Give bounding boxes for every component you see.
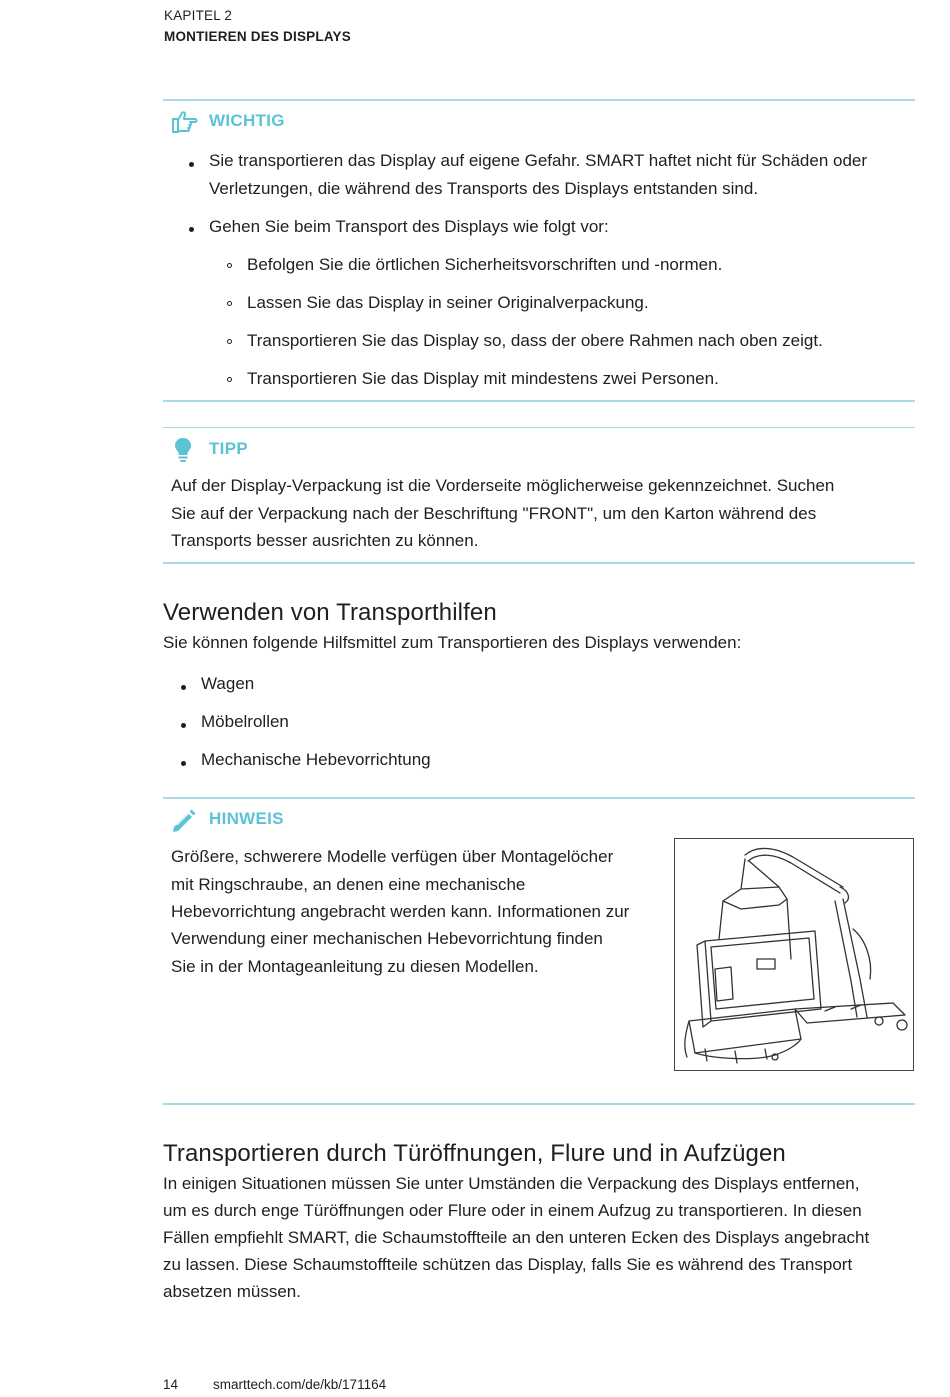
- tip-title: TIPP: [209, 439, 248, 458]
- pencil-icon: [171, 808, 197, 834]
- important-bullet-1-line-1: Sie transportieren das Display auf eigene Gefahr. SMART haftet nicht für Schäden oder: [209, 151, 868, 170]
- bullet: [181, 761, 186, 766]
- tip-text-line: Sie auf der Verpackung nach der Beschriftung "FRONT", um den Karton während des: [171, 504, 817, 523]
- tip-top-rule: [163, 427, 915, 428]
- important-sub-item: Transportieren Sie das Display so, dass der obere Rahmen nach oben zeigt.: [247, 331, 823, 350]
- tip-bottom-rule: [163, 562, 915, 564]
- section-heading: Verwenden von Transporthilfen: [163, 599, 497, 626]
- sub-bullet: [227, 263, 232, 268]
- note-text-line: Hebevorrichtung angebracht werden kann. Informationen zur: [171, 902, 630, 921]
- sub-bullet: [227, 301, 232, 306]
- bullet: [181, 685, 186, 690]
- important-bottom-rule: [163, 400, 915, 402]
- section-text-line: um es durch enge Türöffnungen oder Flure oder in einem Aufzug zu transportieren. In diesen: [163, 1201, 862, 1220]
- lightbulb-icon: [174, 437, 192, 463]
- section-divider: [163, 1103, 915, 1105]
- important-sub-item: Transportieren Sie das Display mit mindestens zwei Personen.: [247, 369, 719, 388]
- section-text-line: absetzen müssen.: [163, 1282, 301, 1301]
- lift-illustration: [674, 838, 914, 1071]
- note-text-line: Größere, schwerere Modelle verfügen über Montagelöcher: [171, 847, 614, 866]
- footer-url[interactable]: smarttech.com/de/kb/171164: [213, 1377, 387, 1392]
- note-text-line: mit Ringschraube, an denen eine mechanische: [171, 875, 526, 894]
- section-intro: Sie können folgende Hilfsmittel zum Transportieren des Displays verwenden:: [163, 633, 742, 652]
- sub-bullet: [227, 377, 232, 382]
- important-bullet-2: Gehen Sie beim Transport des Displays wie folgt vor:: [209, 217, 609, 236]
- pointing-hand-icon: [170, 110, 198, 134]
- sub-bullet: [227, 339, 232, 344]
- section-text-line: Fällen empfiehlt SMART, die Schaumstoffteile an den unteren Ecken des Displays angebracht: [163, 1228, 870, 1247]
- important-sub-item: Befolgen Sie die örtlichen Sicherheitsvorschriften und -normen.: [247, 255, 723, 274]
- tip-text-line: Transports besser ausrichten zu können.: [171, 531, 479, 550]
- section-text-line: zu lassen. Diese Schaumstoffteile schützen das Display, falls Sie es während des Transport: [163, 1255, 853, 1274]
- bullet: [181, 723, 186, 728]
- important-bullet-1-line-2: Verletzungen, die während des Transports des Displays entstanden sind.: [209, 179, 759, 198]
- page-number: 14: [163, 1377, 179, 1392]
- list-item: Möbelrollen: [201, 712, 289, 731]
- tip-text-line: Auf der Display-Verpackung ist die Vorderseite möglicherweise gekennzeichnet. Suchen: [171, 476, 835, 495]
- list-item: Wagen: [201, 674, 255, 693]
- bullet: [189, 227, 194, 232]
- note-title: HINWEIS: [209, 809, 284, 828]
- note-text-line: Verwendung einer mechanischen Hebevorrichtung finden: [171, 929, 603, 948]
- section-text-line: In einigen Situationen müssen Sie unter Umständen die Verpackung des Displays entfernen,: [163, 1174, 860, 1193]
- section-heading: Transportieren durch Türöffnungen, Flure und in Aufzügen: [163, 1140, 786, 1167]
- important-sub-item: Lassen Sie das Display in seiner Originalverpackung.: [247, 293, 649, 312]
- bullet: [189, 162, 194, 167]
- chapter-label: KAPITEL 2: [164, 8, 233, 23]
- mechanical-lift-drawing: [675, 839, 912, 1069]
- note-top-rule: [163, 797, 915, 799]
- important-title: WICHTIG: [209, 111, 285, 130]
- list-item: Mechanische Hebevorrichtung: [201, 750, 431, 769]
- chapter-title: MONTIEREN DES DISPLAYS: [164, 29, 351, 44]
- important-top-rule: [163, 99, 915, 101]
- note-text-line: Sie in der Montageanleitung zu diesen Modellen.: [171, 957, 539, 976]
